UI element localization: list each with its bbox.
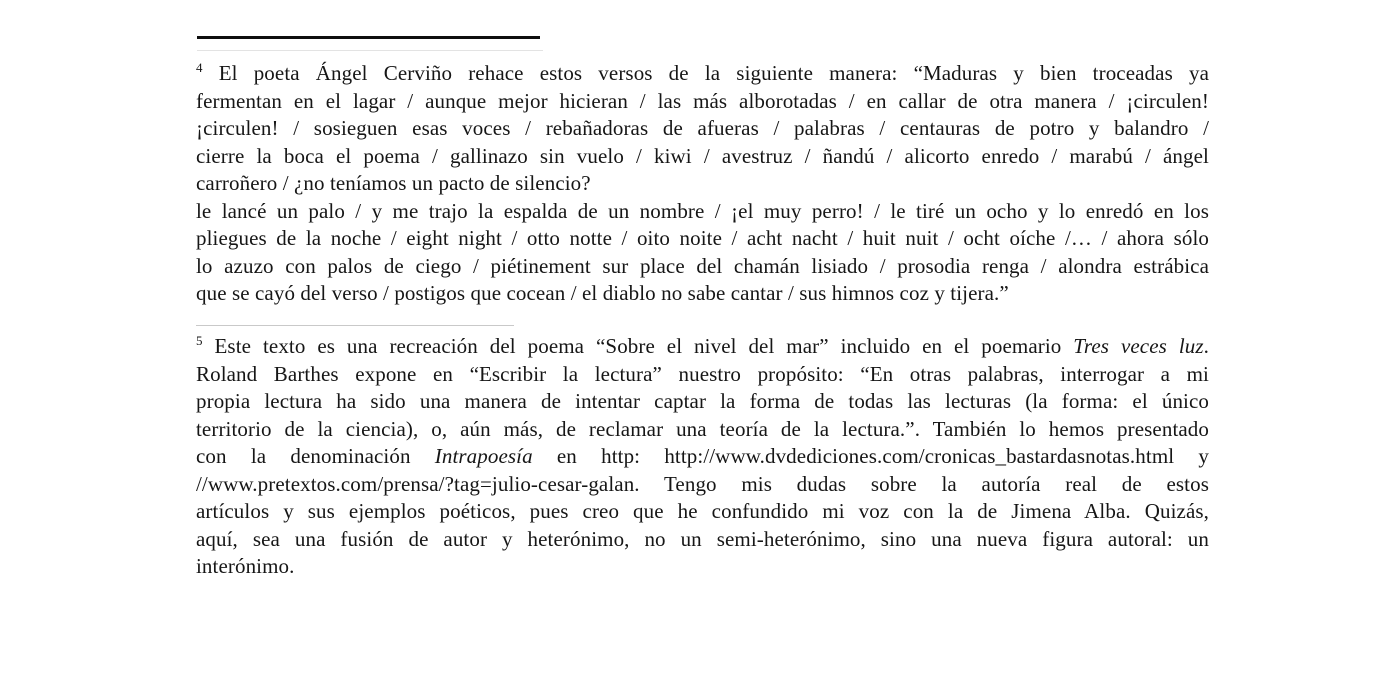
- text-run: .: [1203, 334, 1209, 358]
- text-run: ¡circulen! / sosieguen esas voces / rebañadoras de afueras / palabras / centauras de potro y balandro /: [196, 116, 1209, 140]
- text-run: territorio de la ciencia), o, aún más, de reclamar una teoría de la lectura.”. También lo hemos presentado: [196, 416, 1209, 441]
- text-run: interónimo.: [196, 554, 295, 578]
- footnote-5-line: [196, 361, 1209, 389]
- text-run: Roland Barthes expone en “Escribir la lectura” nuestro propósito: “En otras palabras, interrogar a mi: [196, 361, 1209, 386]
- text-run: pliegues de la noche / eight night / otto notte / oito noite / acht nacht / huit nuit / ocht oíche /… / ahora sólo: [196, 226, 1209, 250]
- footnote-5-line: [196, 333, 1209, 361]
- text-run: carroñero / ¿no teníamos un pacto de silencio?: [196, 171, 591, 195]
- footnote-5-line: [196, 416, 1209, 444]
- footnote-5-line: [196, 388, 1209, 416]
- text-run: que se cayó del verso / postigos que cocean / el diablo no sabe cantar / sus himnos coz y tijera.”: [196, 281, 1009, 305]
- footnote-4-line: [196, 170, 1209, 198]
- text-run: artículos y sus ejemplos poéticos, pues creo que he confundido mi voz con la de Jimena Alba. Quizás,: [196, 499, 1209, 523]
- footnote-4-line: [196, 280, 1209, 308]
- text-run: aquí, sea una fusión de autor y heterónimo, no un semi-heterónimo, sino una nueva figura autoral: un: [196, 526, 1209, 551]
- italic-text-run: Intrapoesía: [434, 444, 533, 468]
- text-run: le lancé un palo / y me trajo la espalda de un nombre / ¡el muy perro! / le tiré un ocho y lo enredó en los: [196, 198, 1209, 223]
- text-run: propia lectura ha sido una manera de intentar captar la forma de todas las lecturas (la forma: el único: [196, 389, 1209, 413]
- footnote-4-line: [196, 60, 1209, 88]
- text-run: //www.pretextos.com/prensa/?tag=julio-cesar-galan. Tengo mis dudas sobre la autoría real de estos: [196, 471, 1209, 496]
- footnote-5: [196, 333, 1209, 581]
- text-run: lo azuzo con palos de ciego / piétinement sur place del chamán lisiado / prosodia renga / alondra estrábica: [196, 253, 1209, 278]
- text-run: Este texto es una recreación del poema “Sobre el nivel del mar” incluido en el poemario: [202, 334, 1074, 358]
- footnote-4-line: [196, 225, 1209, 253]
- footnote-4-line: [196, 143, 1209, 171]
- footnote-4-line: [196, 253, 1209, 281]
- footnote-number-marker: 5: [196, 333, 203, 348]
- footnote-5-line: [196, 471, 1209, 499]
- separator-shadow-line: [197, 50, 543, 51]
- footnote-4-line: [196, 115, 1209, 143]
- footnote-4-line: [196, 88, 1209, 116]
- footnote-5-line: [196, 443, 1209, 471]
- text-run: El poeta Ángel Cerviño rehace estos versos de la siguiente manera: “Maduras y bien troceadas ya: [202, 61, 1209, 85]
- footnote-4-line: [196, 198, 1209, 226]
- footnote-5-line: [196, 498, 1209, 526]
- text-run: cierre la boca el poema / gallinazo sin vuelo / kiwi / avestruz / ñandú / alicorto enredo / marabú / ángel: [196, 143, 1209, 168]
- footnote-5-line: [196, 553, 1209, 581]
- text-run: en http: http://www.dvdediciones.com/cronicas_bastardasnotas.html y: [532, 444, 1209, 468]
- footnote-5-line: [196, 526, 1209, 554]
- footnote-4: [196, 60, 1209, 308]
- text-run: con la denominación: [196, 444, 435, 468]
- text-run: fermentan en el lagar / aunque mejor hicieran / las más alborotadas / en callar de otra manera / ¡circulen!: [196, 88, 1209, 113]
- footnote-separator-rule: [197, 36, 540, 39]
- faint-separator-line: [196, 325, 514, 326]
- footnote-number-marker: 4: [196, 60, 203, 75]
- italic-text-run: Tres veces luz: [1073, 334, 1204, 358]
